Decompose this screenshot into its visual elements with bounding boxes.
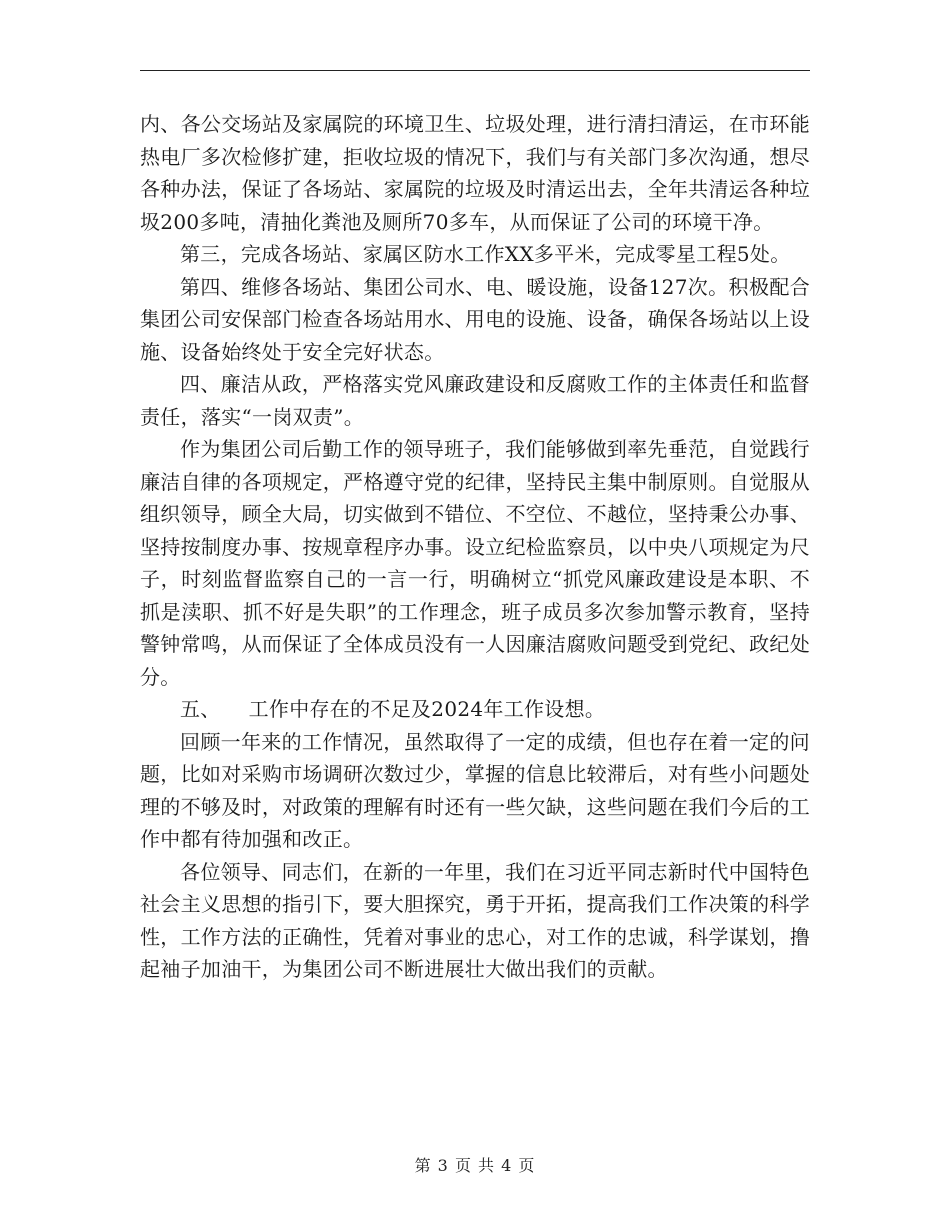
section-five-number: 五、	[180, 697, 221, 721]
page-footer: 第 3 页 共 4 页	[414, 1156, 536, 1175]
paragraph-review: 回顾一年来的工作情况，虽然取得了一定的成绩，但也存在着一定的问题，比如对采购市场调研次数过少，掌握的信息比较滞后，对有些小问题处理的不够及时，对政策的理解有时还有一些欠缺，这些问题在我们今后的工作中都有待加强和改正。	[140, 729, 810, 851]
paragraph-sanitation: 内、各公交场站及家属院的环境卫生、垃圾处理，进行清扫清运，在市环能热电厂多次检修扩建，拒收垃圾的情况下，我们与有关部门多次沟通，想尽各种办法，保证了各场站、家属院的垃圾及时清运出去，全年共清运各种垃圾200多吨，清抽化粪池及厕所70多车，从而保证了公司的环境干净。	[140, 112, 810, 234]
section-five-heading	[140, 693, 810, 726]
section-five-title: 工作中存在的不足及2024年工作设想。	[248, 697, 606, 721]
paragraph-integrity: 作为集团公司后勤工作的领导班子，我们能够做到率先垂范，自觉践行廉洁自律的各项规定，严格遵守党的纪律，坚持民主集中制原则。自觉服从组织领导，顾全大局，切实做到不错位、不空位、不越位，坚持秉公办事、坚持按制度办事、按规章程序办事。设立纪检监察员，以中央八项规定为尺子，时刻监督监察自己的一言一行，明确树立“抓党风廉政建设是本职、不抓是渎职、抓不好是失职”的工作理念，班子成员多次参加警示教育，坚持警钟常鸣，从而保证了全体成员没有一人因廉洁腐败问题受到党纪、政纪处分。	[140, 437, 810, 689]
document-body	[140, 108, 810, 986]
paragraph-closing: 各位领导、同志们，在新的一年里，我们在习近平同志新时代中国特色社会主义思想的指引下，要大胆探究，勇于开拓，提高我们工作决策的科学性，工作方法的正确性，凭着对事业的忠心，对工作的忠诚，科学谋划，撸起袖子加油干，为集团公司不断进展壮大做出我们的贡献。	[140, 859, 810, 981]
paragraph-fourth: 第四、维修各场站、集团公司水、电、暖设施，设备127次。积极配合集团公司安保部门检查各场站用水、用电的设施、设备，确保各场站以上设施、设备始终处于安全完好状态。	[140, 274, 810, 364]
header-rule	[140, 70, 810, 71]
paragraph-third: 第三，完成各场站、家属区防水工作XX多平米，完成零星工程5处。	[180, 242, 791, 266]
section-four-heading: 四、廉洁从政，严格落实党风廉政建设和反腐败工作的主体责任和监督责任，落实“一岗双责”。	[140, 372, 810, 429]
